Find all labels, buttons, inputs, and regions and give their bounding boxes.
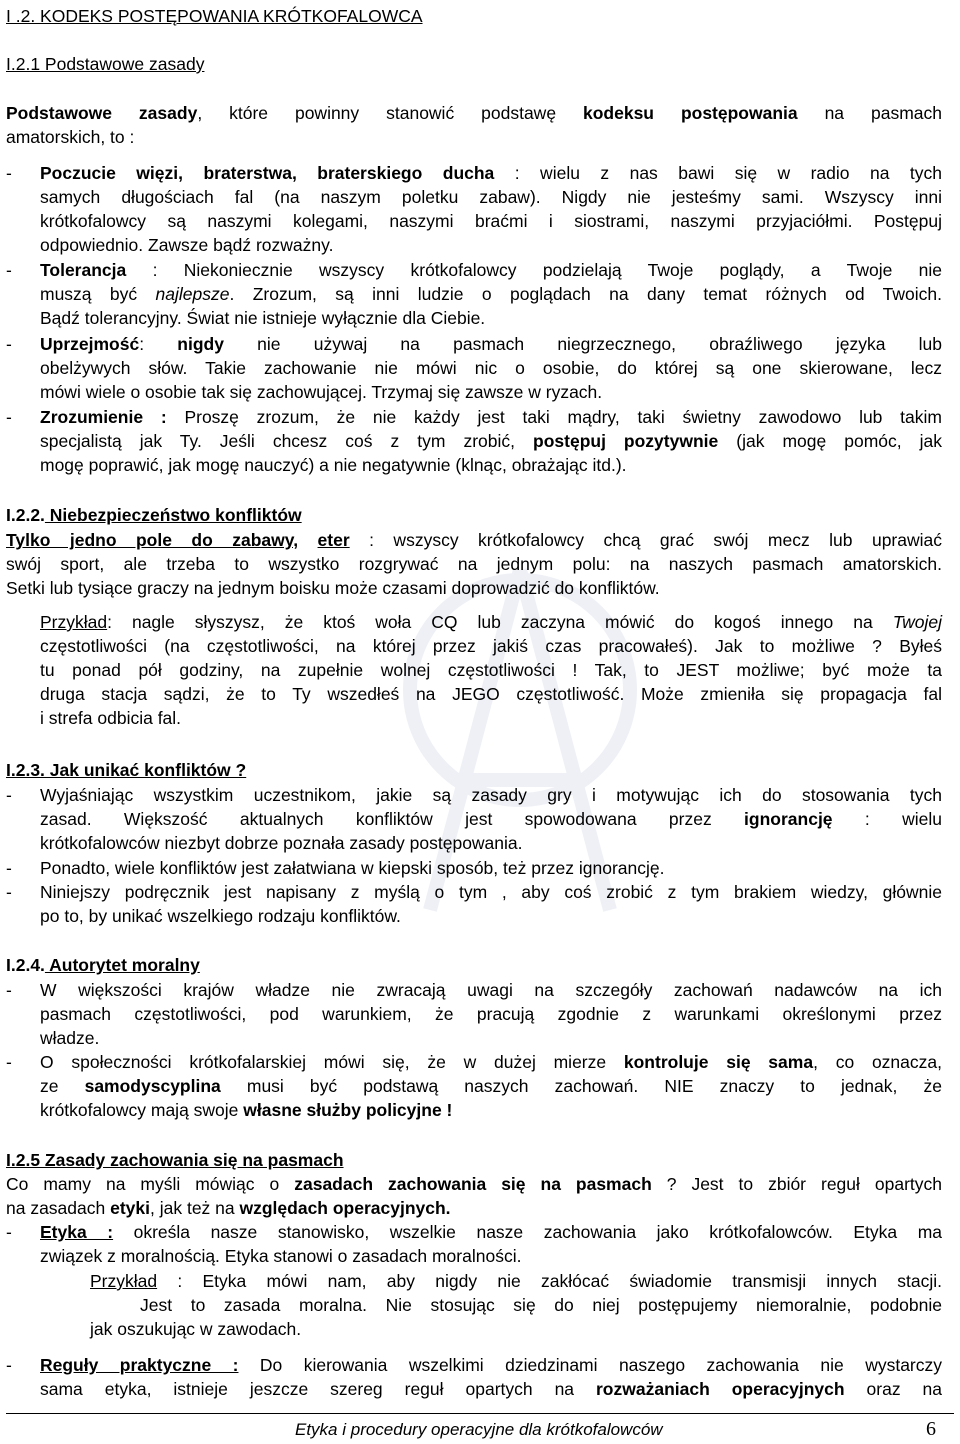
bullet-dash: -: [6, 163, 12, 183]
example-line: i strefa odbicia fal.: [40, 708, 182, 728]
bullet-line: ze samodyscyplina musi być podstawą naszych zachowań. NIE znaczy to jednak, że: [40, 1076, 942, 1096]
bullet-line: Niniejszy podręcznik jest napisany z myślą o tym , aby coś zrobić z tym brakiem wiedzy, głównie: [40, 882, 942, 902]
bullet-line: Uprzejmość: nigdy nie używaj na pasmach niegrzecznego, obraźliwego języka lub: [40, 334, 942, 354]
page-number: 6: [926, 1418, 936, 1440]
bullet-dash: -: [6, 1222, 12, 1242]
bullet-line: mogę poprawić, jak mogę nauczyć) a nie negatywnie (klnąc, obrażając itd.).: [40, 455, 627, 475]
paragraph-line: swój sport, ale trzeba to wszystko rozgrywać na jednym polu: na naszych pasmach amatorskich.: [6, 554, 942, 574]
page-footer: [0, 1420, 960, 1444]
bullet-line: mówi wiele o osobie tak się zachowującej. Trzymaj się zawsze w ryzach.: [40, 382, 603, 402]
bullet-line: krótkofalowców niezbyt dobrze poznała zasady postępowania.: [40, 833, 523, 853]
bullet-line: Etyka : określa nasze stanowisko, wszelkie nasze zachowania jako krótkofalowców. Etyka ma: [40, 1222, 942, 1242]
bullet-dash: -: [6, 407, 12, 427]
bullet-line: władze.: [40, 1028, 100, 1048]
example-line: Przykład : Etyka mówi nam, aby nigdy nie zakłócać świadomie transmisji innych stacji.: [90, 1271, 942, 1291]
paragraph-line: amatorskich, to :: [6, 127, 135, 147]
bullet-dash: -: [6, 882, 12, 902]
bullet-dash: -: [6, 785, 12, 805]
bullet-line: związek z moralnością. Etyka stanowi o zasadach moralności.: [40, 1246, 522, 1266]
bullet-line: Poczucie więzi, braterstwa, braterskiego ducha : wielu z nas bawi się w radio na tych: [40, 163, 942, 183]
bullet-line: pasmach częstotliwości, pod warunkiem, że pracują zgodnie z warunkami określonymi przez: [40, 1004, 942, 1024]
bullet-line: O społeczności krótkofalarskiej mówi się, że w dużej mierze kontroluje się sama, co oznacza,: [40, 1052, 942, 1072]
bullet-line: krótkofalowcy są naszymi kolegami, naszymi braćmi i siostrami, naszymi przyjaciółmi. Postępuj: [40, 211, 942, 231]
bullet-line: Bądź tolerancyjny. Świat nie istnieje wyłącznie dla Ciebie.: [40, 308, 486, 328]
bullet-line: sama etyka, istnieje jeszcze szereg reguł opartych na rozważaniach operacyjnych oraz na: [40, 1379, 943, 1399]
bullet-line: Zrozumienie : Proszę zrozum, że nie każdy jest taki mądry, taki świetny zawodowo lub takim: [40, 407, 942, 427]
example-line: Przykład: nagle słyszysz, że ktoś woła CQ lub zaczyna mówić do kogoś innego na Twojej: [40, 612, 942, 632]
example-line: Jest to zasada moralna. Nie stosując się do niej postępujemy niemoralnie, podobnie: [140, 1295, 942, 1315]
bullet-line: samych długościach fal (na naszym poletku zabaw). Nigdy nie jesteśmy sami. Wszyscy inni: [40, 187, 942, 207]
bullet-line: zasad. Większość aktualnych konfliktów jest spowodowana przez ignorancję : wielu: [40, 809, 942, 829]
bullet-line: Tolerancja : Niekoniecznie wszyscy krótkofalowcy podzielają Twoje poglądy, a Twoje nie: [40, 260, 942, 280]
section-title-3: I.2.3. Jak unikać konfliktów ?: [6, 760, 247, 780]
bullet-line: odpowiednio. Zawsze bądź rozważny.: [40, 235, 334, 255]
bullet-line: muszą być najlepsze. Zrozum, są inni ludzie o poglądach na dany temat różnych od Twoich.: [40, 284, 942, 304]
section-title-2: I.2.2. Niebezpieczeństwo konfliktów: [6, 505, 302, 525]
bullet-dash: -: [6, 260, 12, 280]
example-line: tu ponad pół godziny, na zupełnie wolnej częstotliwości ! Tak, to JEST możliwe; być może ta: [40, 660, 942, 680]
bullet-line: W większości krajów władze nie zwracają uwagi na szczegóły zachowań nadawców na ich: [40, 980, 942, 1000]
bullet-dash: -: [6, 334, 12, 354]
bullet-line: Wyjaśniając wszystkim uczestnikom, jakie są zasady gry i motywując ich do stosowania tych: [40, 785, 942, 805]
example-line: częstotliwości (na częstotliwości, na której przez jakiś czas pracowałeś). Jak to możliwe ? Byłeś: [40, 636, 942, 656]
bullet-line: krótkofalowcy mają swoje własne służby policyjne !: [40, 1100, 453, 1120]
bullet-line: specjalistą jak Ty. Jeśli chcesz coś z tym zrobić, postępuj pozytywnie (jak mogę pomóc, jak: [40, 431, 942, 451]
bullet-line: obelżywych słów. Takie zachowanie nie mówi nic o osobie, do której są one skierowane, lecz: [40, 358, 942, 378]
section-title-1: I.2.1 Podstawowe zasady: [6, 54, 205, 74]
paragraph-line: na zasadach etyki, jak też na względach operacyjnych.: [6, 1198, 451, 1218]
section-title-4: I.2.4. Autorytet moralny: [6, 955, 200, 975]
footer-title: Etyka i procedury operacyjne dla krótkofalowców: [295, 1420, 663, 1439]
bullet-dash: -: [6, 980, 12, 1000]
footer-rule: [6, 1413, 954, 1414]
bullet-line: po to, by unikać wszelkiego rodzaju konfliktów.: [40, 906, 401, 926]
document-heading: I .2. KODEKS POSTĘPOWANIA KRÓTKOFALOWCA: [6, 6, 423, 26]
bullet-dash: -: [6, 1052, 12, 1072]
section-title-5: I.2.5 Zasady zachowania się na pasmach: [6, 1150, 344, 1170]
example-line: druga stacja sądzi, że to Ty wszedłeś na JEGO częstotliwość. Może zmieniła się propagacja fal: [40, 684, 942, 704]
bullet-line: Ponadto, wiele konfliktów jest załatwiana w kiepski sposób, też przez ignorancję.: [40, 858, 665, 878]
bullet-dash: -: [6, 858, 12, 878]
paragraph-line: Setki lub tysiące graczy na jednym boisku może czasami doprowadzić do konfliktów.: [6, 578, 660, 598]
paragraph-line: Podstawowe zasady, które powinny stanowić podstawę kodeksu postępowania na pasmach: [6, 103, 942, 123]
bullet-dash: -: [6, 1355, 12, 1375]
paragraph-line: Tylko jedno pole do zabawy, eter : wszyscy krótkofalowcy chcą grać swój mecz lub uprawiać: [6, 530, 943, 550]
example-line: jak oszukując w zawodach.: [90, 1319, 302, 1339]
paragraph-line: Co mamy na myśli mówiąc o zasadach zachowania się na pasmach ? Jest to zbiór reguł opartych: [6, 1174, 942, 1194]
bullet-line: Reguły praktyczne : Do kierowania wszelkimi dziedzinami naszego zachowania nie wystarczy: [40, 1355, 943, 1375]
